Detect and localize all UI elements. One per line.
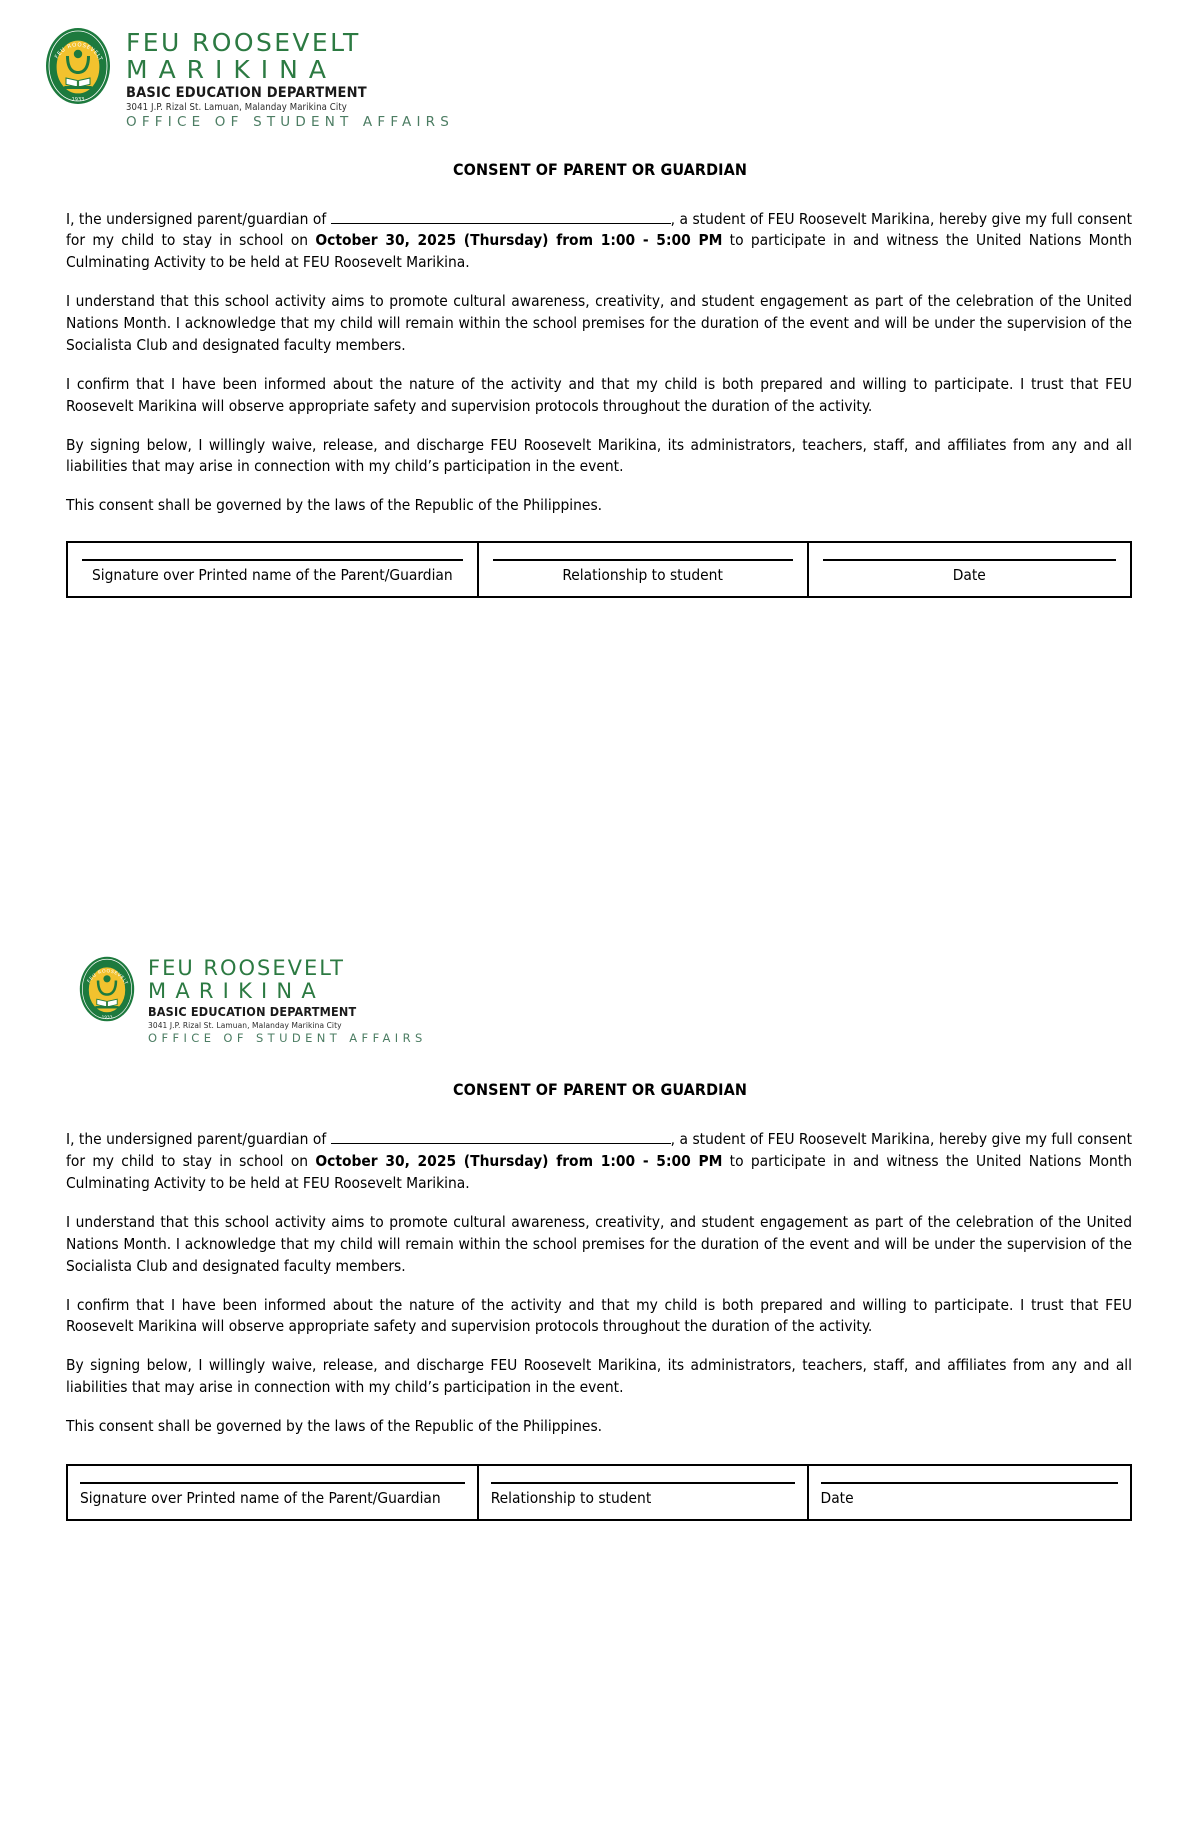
school-seal-1 xyxy=(44,26,112,106)
letterhead-text-1 xyxy=(126,26,454,130)
svg-text:FEU ROOSEVELT: FEU ROOSEVELT xyxy=(54,42,104,63)
paragraph-5: This consent shall be governed by the laws of the Republic of the Philippines. xyxy=(66,1417,603,1436)
relationship-cell[interactable] xyxy=(478,542,808,597)
school-name-line2: MARIKINA xyxy=(148,979,325,1003)
relationship-rule xyxy=(491,1482,795,1484)
paragraph-5: This consent shall be governed by the laws of the Republic of the Philippines. xyxy=(66,496,603,515)
p1-part-a: I, the undersigned parent/guardian of xyxy=(66,1130,331,1149)
p1-part-b: , a student of FEU Roosevelt Marikina, hereby give my full consent for my child to stay in school on xyxy=(66,1130,1132,1171)
school-address: 3041 J.P. Rizal St. Lamuan, Malanday Marikina City xyxy=(148,1019,342,1030)
relationship-label: Relationship to student xyxy=(490,1488,652,1507)
svg-text:1933: 1933 xyxy=(101,1015,113,1021)
department-name: BASIC EDUCATION DEPARTMENT xyxy=(126,85,367,101)
relationship-label: Relationship to student xyxy=(562,566,723,585)
school-name-line1: FEU ROOSEVELT xyxy=(126,28,361,57)
page-title-1: CONSENT OF PARENT OR GUARDIAN xyxy=(453,159,747,179)
table-row xyxy=(67,1465,1131,1520)
paragraph-3: I confirm that I have been informed about the nature of the activity and that my child is both prepared and willing to participate. I trust that FEU Roosevelt Marikina will observe appropriate safety and supervision protocols throughout the duration of the activity. xyxy=(66,374,1132,415)
office-name: OFFICE OF STUDENT AFFAIRS xyxy=(126,114,455,130)
svg-text:1933: 1933 xyxy=(71,97,85,103)
date-rule xyxy=(823,559,1116,561)
school-address: 3041 J.P. Rizal St. Lamuan, Malanday Marikina City xyxy=(126,101,347,113)
date-label: Date xyxy=(820,1488,854,1507)
school-seal-2 xyxy=(78,955,136,1023)
paragraph-3: I confirm that I have been informed about the nature of the activity and that my child is both prepared and willing to participate. I trust that FEU Roosevelt Marikina will observe appropriate safety and supervision protocols throughout the duration of the activity. xyxy=(66,1295,1132,1336)
date-rule xyxy=(821,1482,1118,1484)
signature-rule xyxy=(80,1482,465,1484)
event-datetime: October 30, 2025 (Thursday) from 1:00 - 5:00 PM xyxy=(315,231,723,250)
letterhead-text-2 xyxy=(148,955,427,1044)
signature-table-1 xyxy=(66,541,1132,598)
svg-text:FEU ROOSEVELT: FEU ROOSEVELT xyxy=(86,969,129,987)
p1-part-d: to participate in and witness the United Nations Month Culminating Activity to be held at FEU Roosevelt Marikina. xyxy=(66,231,1132,272)
consent-form-copy-2 xyxy=(0,955,1200,1521)
paragraph-4: By signing below, I willingly waive, release, and discharge FEU Roosevelt Marikina, its administrators, teachers, staff, and affiliates from any and all liabilities that may arise in connection with my child’s participation in the event. xyxy=(66,435,1132,476)
relationship-cell[interactable] xyxy=(478,1465,808,1520)
p1-part-a: I, the undersigned parent/guardian of xyxy=(66,209,331,228)
table-row xyxy=(67,542,1131,597)
paragraph-4: By signing below, I willingly waive, release, and discharge FEU Roosevelt Marikina, its administrators, teachers, staff, and affiliates from any and all liabilities that may arise in connection with my child’s participation in the event. xyxy=(66,1356,1132,1397)
student-name-blank[interactable] xyxy=(331,209,671,224)
paragraph-1 xyxy=(66,209,1132,275)
office-name: OFFICE OF STUDENT AFFAIRS xyxy=(148,1030,427,1045)
signature-cell[interactable] xyxy=(67,1465,478,1520)
signature-table-wrapper-2 xyxy=(0,1438,1200,1521)
paragraph-2: I understand that this school activity aims to promote cultural awareness, creativity, and student engagement as part of the celebration of the United Nations Month. I acknowledge that my child will remain within the school premises for the duration of the event and will be under the supervision of the Socialista Club and designated faculty members. xyxy=(66,292,1132,354)
paragraph-2: I understand that this school activity aims to promote cultural awareness, creativity, and student engagement as part of the celebration of the United Nations Month. I acknowledge that my child will remain within the school premises for the duration of the event and will be under the supervision of the Socialista Club and designated faculty members. xyxy=(66,1212,1132,1275)
signature-cell[interactable] xyxy=(67,542,478,597)
signature-table-2 xyxy=(66,1464,1132,1521)
school-name-line2: MARIKINA xyxy=(126,55,337,84)
signature-rule xyxy=(82,559,463,561)
p1-part-d: to participate in and witness the United Nations Month Culminating Activity to be held at FEU Roosevelt Marikina. xyxy=(66,1152,1132,1193)
event-datetime: October 30, 2025 (Thursday) from 1:00 - 5:00 PM xyxy=(315,1152,723,1171)
signature-label: Signature over Printed name of the Parent/Guardian xyxy=(80,1488,441,1507)
date-label: Date xyxy=(952,566,986,585)
page-title-2: CONSENT OF PARENT OR GUARDIAN xyxy=(453,1080,747,1100)
signature-table-wrapper-1 xyxy=(0,517,1200,598)
date-cell[interactable] xyxy=(808,1465,1131,1520)
letterhead-1 xyxy=(0,0,1200,130)
date-cell[interactable] xyxy=(808,542,1131,597)
consent-body-2 xyxy=(0,1129,1200,1438)
student-name-blank[interactable] xyxy=(331,1130,671,1145)
consent-body-1 xyxy=(0,209,1200,518)
department-name: BASIC EDUCATION DEPARTMENT xyxy=(148,1004,357,1019)
school-name-line1: FEU ROOSEVELT xyxy=(148,956,345,980)
letterhead-2 xyxy=(0,955,1200,1044)
consent-form-copy-1 xyxy=(0,0,1200,598)
p1-part-b: , a student of FEU Roosevelt Marikina, hereby give my full consent for my child to stay in school on xyxy=(66,209,1132,250)
relationship-rule xyxy=(493,559,793,561)
signature-label: Signature over Printed name of the Parent/Guardian xyxy=(92,566,453,585)
feu-roosevelt-seal-icon xyxy=(78,955,136,1023)
paragraph-1 xyxy=(66,1129,1132,1195)
feu-roosevelt-seal-icon xyxy=(44,26,112,106)
